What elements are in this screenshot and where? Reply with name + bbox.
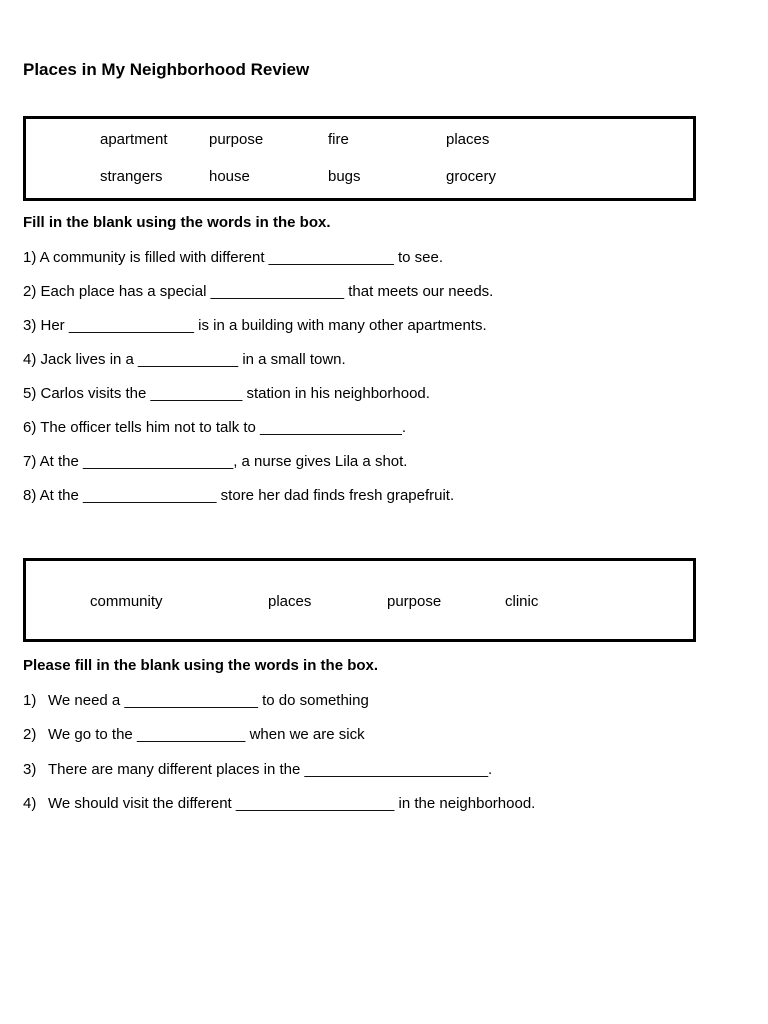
word-box-2 <box>23 558 696 642</box>
word-bank-item: purpose <box>209 131 264 148</box>
word-bank-item: community <box>90 593 163 610</box>
word-bank-item: strangers <box>100 168 163 185</box>
question-number: 3) <box>23 761 37 778</box>
word-bank-item: places <box>268 593 312 610</box>
question-item: 3) Her _______________ is in a building with many other apartments. <box>23 317 487 334</box>
question-item: 2) Each place has a special ________________ that meets our needs. <box>23 283 494 300</box>
page-title: Places in My Neighborhood Review <box>23 60 310 79</box>
word-box-1 <box>23 116 696 201</box>
question-item: 4) Jack lives in a ____________ in a small town. <box>23 351 346 368</box>
question-number: 1) <box>23 692 37 709</box>
word-bank-item: apartment <box>100 131 168 148</box>
question-item: 8) At the ________________ store her dad finds fresh grapefruit. <box>23 487 455 504</box>
question-item: We go to the _____________ when we are sick <box>48 726 365 743</box>
word-bank-item: clinic <box>505 593 539 610</box>
word-bank-item: house <box>209 168 250 185</box>
question-number: 4) <box>23 795 37 812</box>
question-item: 6) The officer tells him not to talk to _________________. <box>23 419 407 436</box>
question-number: 2) <box>23 726 37 743</box>
word-bank-item: bugs <box>328 168 361 185</box>
word-bank-item: grocery <box>446 168 497 185</box>
question-item: We need a ________________ to do something <box>48 692 369 709</box>
question-item: We should visit the different ___________________ in the neighborhood. <box>48 795 536 812</box>
word-bank-item: purpose <box>387 593 442 610</box>
question-item: 5) Carlos visits the ___________ station in his neighborhood. <box>23 385 430 402</box>
word-bank-item: places <box>446 131 490 148</box>
word-bank-item: fire <box>328 131 349 148</box>
instruction-1: Fill in the blank using the words in the box. <box>23 214 331 231</box>
question-item: There are many different places in the ______________________. <box>48 761 493 778</box>
instruction-2: Please fill in the blank using the words in the box. <box>23 657 379 674</box>
question-item: 1) A community is filled with different _______________ to see. <box>23 249 443 266</box>
question-item: 7) At the __________________, a nurse gives Lila a shot. <box>23 453 408 470</box>
